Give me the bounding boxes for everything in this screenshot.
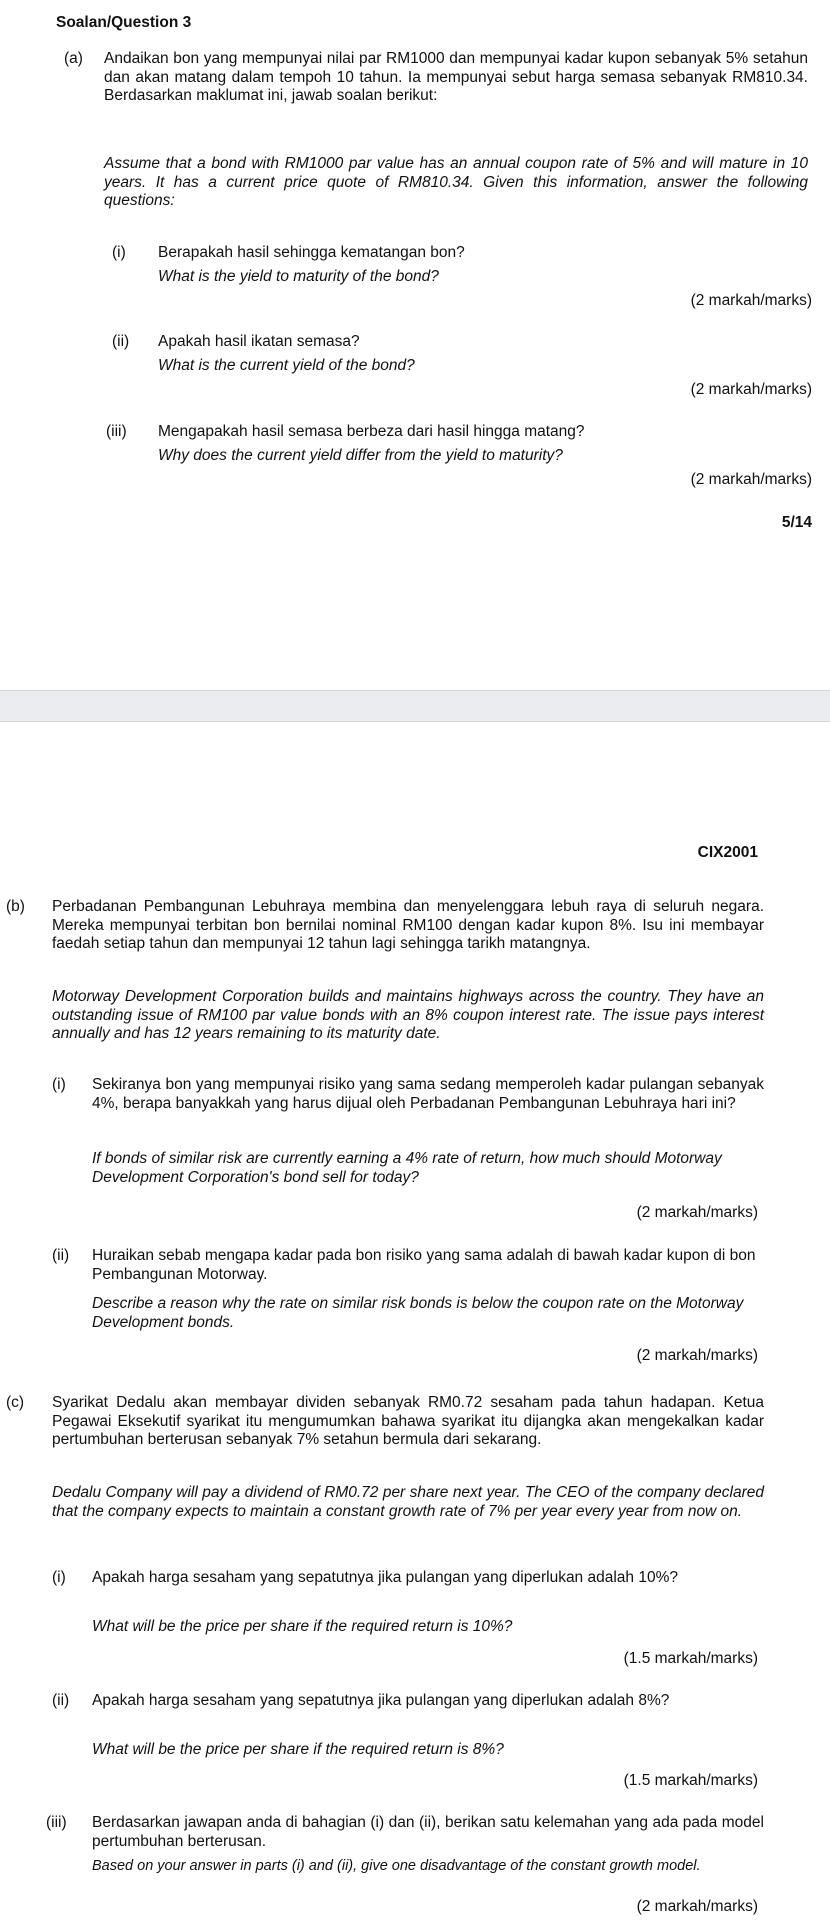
part-c-iii-label: (iii)	[46, 1814, 67, 1831]
page-separator	[0, 690, 830, 722]
part-b-ii-marks: (2 markah/marks)	[636, 1347, 758, 1364]
part-c-malay: Syarikat Dedalu akan membayar dividen sebanyak RM0.72 sesaham pada tahun hadapan. Ketua Pegawai Eksekutif syarikat itu mengumumkan bahawa syarikat itu dijangka akan mengekalkan kadar pertumbuhan berterusan sebanyak 7% setahun bermula dari sekarang.	[52, 1394, 764, 1448]
part-a-malay: Andaikan bon yang mempunyai nilai par RM1000 dan mempunyai kadar kupon sebanyak 5% setahun dan akan matang dalam tempoh 10 tahun. Ia mempunyai sebut harga semasa sebanyak RM810.34. Berdasarkan maklumat ini, jawab soalan berikut:	[104, 50, 808, 104]
part-a-ii-label: (ii)	[112, 333, 130, 350]
part-a-english: Assume that a bond with RM1000 par value has an annual coupon rate of 5% and will mature in 10 years. It has a current price quote of RM810.34. Given this information, answer the following questions:	[104, 155, 808, 209]
part-a-i-marks: (2 markah/marks)	[690, 292, 812, 309]
course-code: CIX2001	[697, 844, 758, 861]
part-c-ii-marks: (1.5 markah/marks)	[623, 1772, 758, 1789]
part-a-i-english: What is the yield to maturity of the bond?	[158, 268, 439, 285]
part-c-i-english: What will be the price per share if the required return is 10%?	[92, 1618, 513, 1635]
part-a-i-malay: Berapakah hasil sehingga kematangan bon?	[158, 244, 465, 261]
part-a-i-label: (i)	[112, 244, 126, 261]
part-c-ii-label: (ii)	[52, 1692, 70, 1709]
part-a-iii-malay: Mengapakah hasil semasa berbeza dari hasil hingga matang?	[158, 423, 585, 440]
part-c-english: Dedalu Company will pay a dividend of RM0.72 per share next year. The CEO of the company declared that the company expects to maintain a constant growth rate of 7% per year every year from now on.	[52, 1484, 764, 1520]
part-a-ii-malay: Apakah hasil ikatan semasa?	[158, 333, 360, 350]
part-c-ii-english: What will be the price per share if the required return is 8%?	[92, 1741, 504, 1758]
part-c-iii-malay: Berdasarkan jawapan anda di bahagian (i) dan (ii), berikan satu kelemahan yang ada pada model pertumbuhan berterusan.	[92, 1814, 764, 1850]
part-b-i-label: (i)	[52, 1076, 66, 1093]
part-a-iii-marks: (2 markah/marks)	[690, 471, 812, 488]
part-c-iii-marks: (2 markah/marks)	[636, 1898, 758, 1915]
part-b-label: (b)	[6, 898, 25, 915]
part-c-ii-malay: Apakah harga sesaham yang sepatutnya jika pulangan yang diperlukan adalah 8%?	[92, 1692, 670, 1709]
part-a-ii-marks: (2 markah/marks)	[690, 381, 812, 398]
question-heading: Soalan/Question 3	[56, 14, 192, 31]
part-c-iii-english: Based on your answer in parts (i) and (ii), give one disadvantage of the constant growth model.	[92, 1858, 701, 1874]
exam-page-1	[0, 0, 830, 690]
part-b-ii-label: (ii)	[52, 1247, 70, 1264]
part-b-i-marks: (2 markah/marks)	[636, 1204, 758, 1221]
part-b-english: Motorway Development Corporation builds and maintains highways across the country. They have an outstanding issue of RM100 par value bonds with an 8% coupon interest rate. The issue pays interest annually and has 12 years remaining to its maturity date.	[52, 988, 764, 1042]
page-number: 5/14	[781, 514, 812, 531]
part-b-i-malay: Sekiranya bon yang mempunyai risiko yang sama sedang memperoleh kadar pulangan sebanyak 4%, berapa banyakkah yang harus dijual oleh Perbadanan Pembangunan Lebuhraya hari ini?	[92, 1076, 764, 1112]
part-c-i-label: (i)	[52, 1569, 66, 1586]
part-c-i-marks: (1.5 markah/marks)	[623, 1650, 758, 1667]
part-b-i-english: If bonds of similar risk are currently earning a 4% rate of return, how much should Motorway Development Corporation's bond sell for today?	[92, 1150, 722, 1186]
part-a-iii-english: Why does the current yield differ from the yield to maturity?	[158, 447, 563, 464]
part-c-i-malay: Apakah harga sesaham yang sepatutnya jika pulangan yang diperlukan adalah 10%?	[92, 1569, 678, 1586]
part-a-label: (a)	[64, 50, 83, 67]
part-a-ii-english: What is the current yield of the bond?	[158, 357, 415, 374]
part-b-ii-english: Describe a reason why the rate on similar risk bonds is below the coupon rate on the Motorway Development bonds.	[92, 1295, 744, 1331]
part-b-ii-malay: Huraikan sebab mengapa kadar pada bon risiko yang sama adalah di bawah kadar kupon di bon Pembangunan Motorway.	[92, 1247, 756, 1283]
part-c-label: (c)	[6, 1394, 25, 1411]
part-b-malay: Perbadanan Pembangunan Lebuhraya membina dan menyelenggara lebuh raya di seluruh negara. Mereka mempunyai terbitan bon bernilai nominal RM100 dengan kadar kupon 8%. Isu ini membayar faedah setiap tahun dan mempunyai 12 tahun lagi sehingga tarikh matangnya.	[52, 898, 764, 952]
exam-page-2	[0, 722, 830, 1920]
part-a-iii-label: (iii)	[106, 423, 127, 440]
